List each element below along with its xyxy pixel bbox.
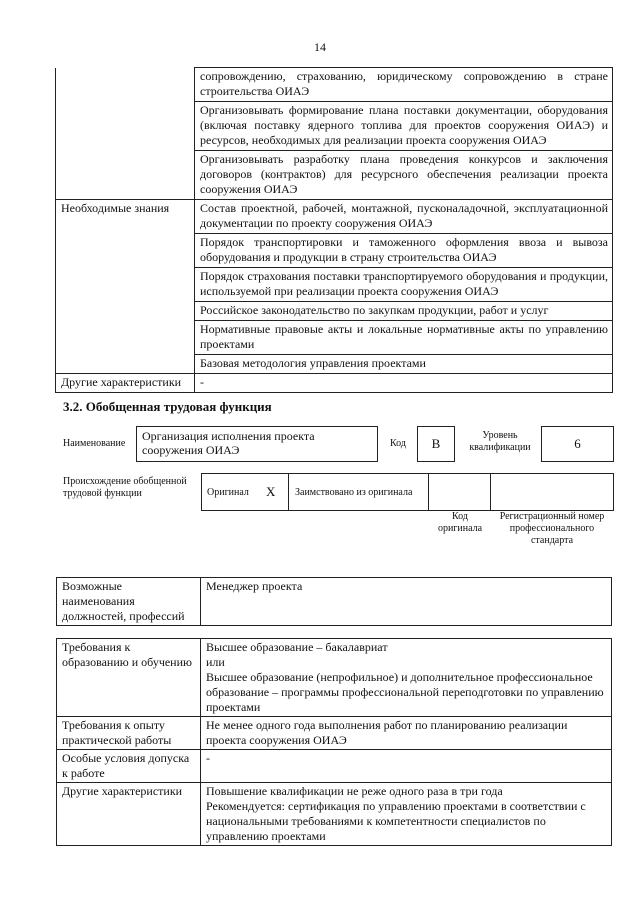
row-label: [56, 268, 195, 302]
table-row: [56, 321, 613, 355]
table-row: [56, 374, 613, 393]
table-row: [56, 302, 613, 321]
row-text: сопровождению, страхованию, юридическому сопровождению в стране строительства ОИАЭ: [195, 68, 613, 102]
row-label: [56, 321, 195, 355]
row-text: Российское законодательство по закупкам продукции, работ и услуг: [195, 302, 613, 321]
row-label: [56, 151, 195, 200]
section-title: 3.2. Обобщенная трудовая функция: [63, 399, 272, 414]
row-text: Состав проектной, рабочей, монтажной, пусконаладочной, эксплуатационной документации по проекту сооружения ОИАЭ: [195, 200, 613, 234]
positions-label: Возможные наименования должностей, профессий: [57, 578, 201, 626]
code-original-caption: Код оригинала: [437, 511, 483, 534]
experience-line: Не менее одного года выполнения работ по планированию реализации проекта сооружения ОИАЭ: [206, 718, 568, 747]
code-value: B: [431, 436, 441, 451]
skills-knowledge-table: [55, 67, 613, 393]
row-label: [56, 234, 195, 268]
other-characteristics-line: Повышение квалификации не реже одного раза в три года: [206, 784, 503, 798]
code-value-box: [417, 426, 455, 462]
table-row: [56, 102, 613, 151]
row-text: Базовая методология управления проектами: [195, 355, 613, 374]
table-row: [57, 578, 612, 626]
positions-table: [56, 577, 612, 626]
education-line: или: [206, 655, 225, 669]
table-row: [56, 234, 613, 268]
other-characteristics-line: Рекомендуется: сертификация по управлению проектами в соответствии с национальными требованиями к компетентности специалистов по управлению проектами: [206, 799, 586, 843]
row-label: [56, 102, 195, 151]
borrowed-box: [288, 473, 429, 511]
experience-value: [201, 717, 612, 750]
reg-number-caption: Регистрационный номер профессионального стандарта: [499, 511, 605, 546]
table-row: [57, 783, 612, 846]
education-line: Высшее образование (непрофильное) и дополнительное профессиональное образование – программы профессиональной переподготовки по управлению проектами: [206, 670, 604, 714]
table-row: [56, 68, 613, 102]
code-label: Код: [390, 438, 406, 449]
level-value-box: [541, 426, 614, 462]
table-row: [56, 151, 613, 200]
other-characteristics-value: [201, 783, 612, 846]
original-mark: X: [266, 484, 276, 499]
row-text: Порядок страхования поставки транспортируемого оборудования и продукции, используемой при реализации проекта сооружения ОИАЭ: [195, 268, 613, 302]
special-conditions-label: Особые условия допуска к работе: [57, 750, 201, 783]
education-value: [201, 639, 612, 717]
row-label: Другие характеристики: [56, 374, 195, 393]
table-row: [57, 717, 612, 750]
table-row: [56, 355, 613, 374]
name-value: Организация исполнения проекта сооружения ОИАЭ: [142, 429, 315, 457]
special-conditions-line: -: [206, 751, 210, 765]
table-row: [57, 639, 612, 717]
level-label: Уровень квалификации: [469, 430, 531, 453]
reg-number-box: [490, 473, 614, 511]
name-label: Наименование: [63, 438, 126, 449]
positions-value: Менеджер проекта: [201, 578, 612, 626]
education-line: Высшее образование – бакалавриат: [206, 640, 388, 654]
code-original-box: [428, 473, 491, 511]
requirements-table: [56, 638, 612, 846]
row-label: [56, 302, 195, 321]
table-row: [56, 200, 613, 234]
row-text: -: [195, 374, 613, 393]
other-characteristics-label: Другие характеристики: [57, 783, 201, 846]
page-number: 14: [314, 40, 326, 54]
origin-label: Происхождение обобщенной трудовой функции: [63, 476, 187, 499]
table-row: [56, 268, 613, 302]
level-value: 6: [574, 436, 581, 451]
row-text: Организовывать разработку плана проведения конкурсов и заключения договоров (контрактов) для ресурсного обеспечения реализации проекта сооружения ОИАЭ: [195, 151, 613, 200]
borrowed-label: Заимствовано из оригинала: [295, 487, 413, 498]
row-label: [56, 68, 195, 102]
original-label: Оригинал: [207, 487, 249, 498]
name-value-box: [136, 426, 378, 462]
row-text: Нормативные правовые акты и локальные нормативные акты по управлению проектами: [195, 321, 613, 355]
experience-label: Требования к опыту практической работы: [57, 717, 201, 750]
row-label: Необходимые знания: [56, 200, 195, 234]
education-label: Требования к образованию и обучению: [57, 639, 201, 717]
original-box: [201, 473, 289, 511]
row-text: Организовывать формирование плана поставки документации, оборудования (включая поставку ядерного топлива для проектов сооружения ОИАЭ) и ресурсов, необходимых для реализации проекта сооружения ОИАЭ: [195, 102, 613, 151]
row-text: Порядок транспортировки и таможенного оформления ввоза и вывоза оборудования и продукции в страну строительства ОИАЭ: [195, 234, 613, 268]
row-label: [56, 355, 195, 374]
table-row: [57, 750, 612, 783]
special-conditions-value: [201, 750, 612, 783]
